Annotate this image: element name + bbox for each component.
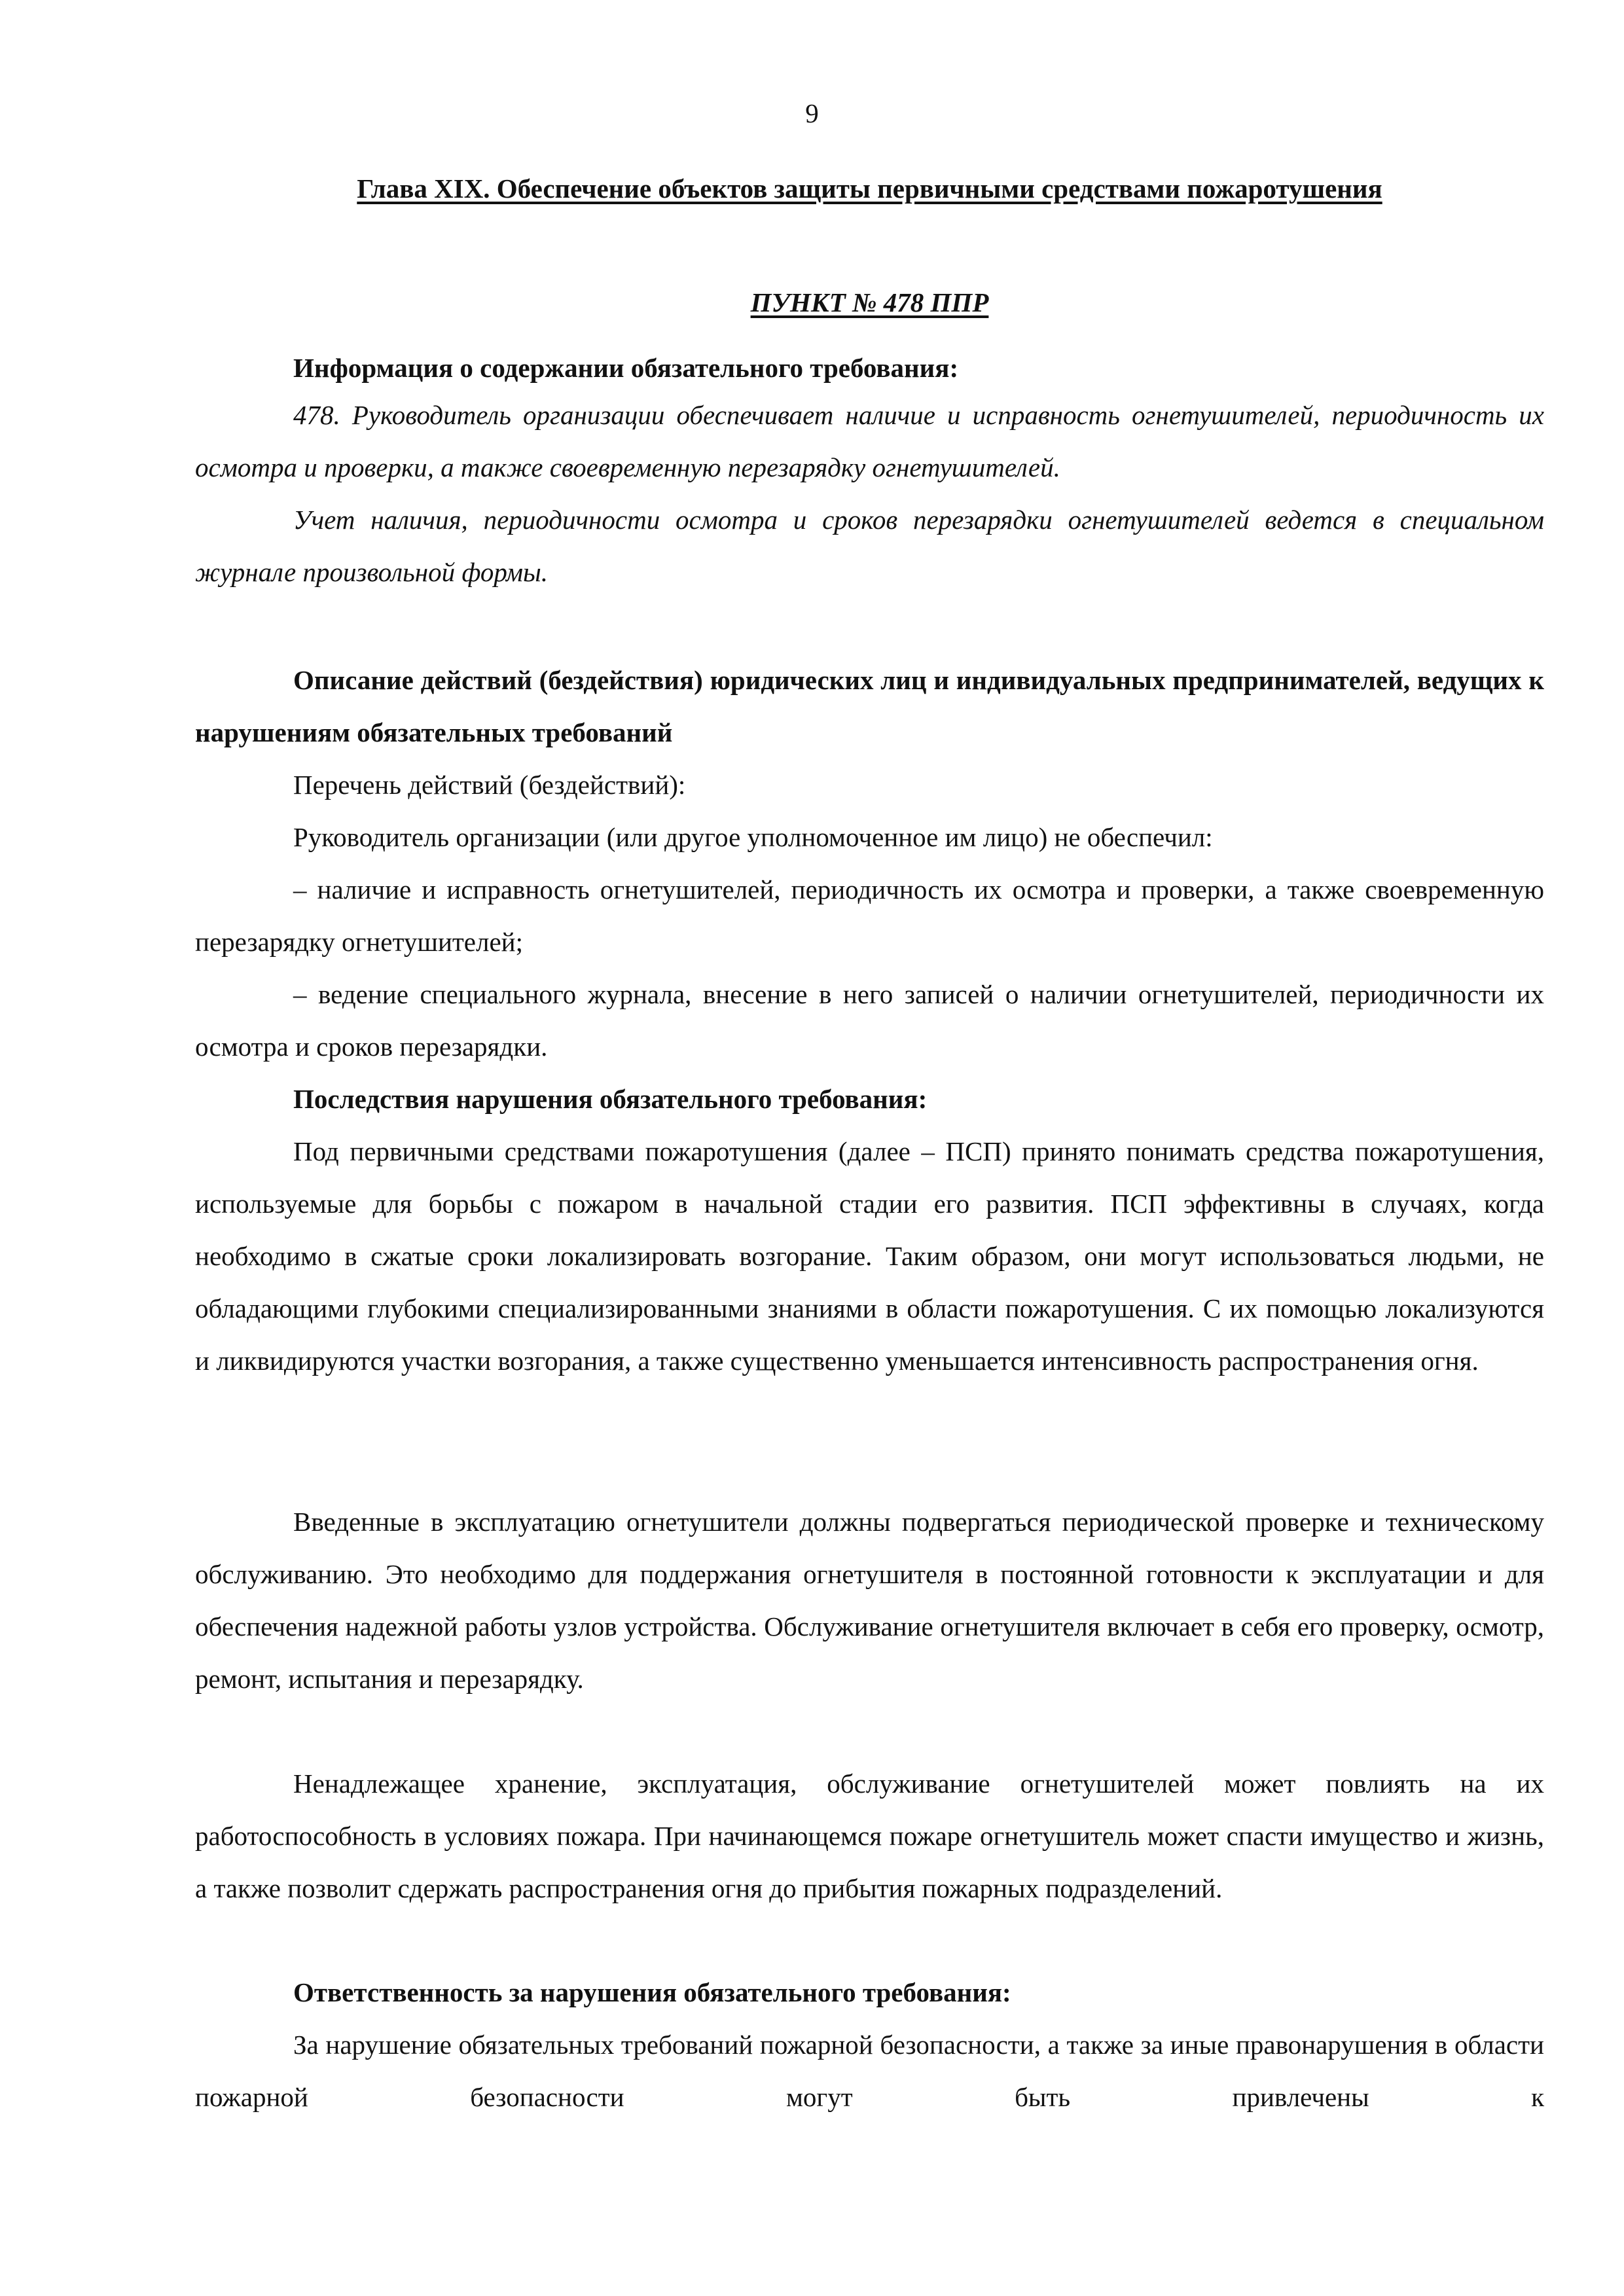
action-item-1: – наличие и исправность огнетушителей, периодичность их осмотра и проверки, а также своевременную перезарядку огнетушителей; xyxy=(195,874,1544,957)
requirement-paragraph-2: Учет наличия, периодичности осмотра и сроков перезарядки огнетушителей ведется в специальном журнале произвольной формы. xyxy=(195,505,1544,587)
consequences-paragraph-2: Введенные в эксплуатацию огнетушители должны подвергаться периодической проверке и техническому обслуживанию. Это необходимо для поддержания огнетушителя в постоянной готовности к эксплуатации и для обеспечения надежной работы узлов устройства. Обслуживание огнетушителя включает в себя его проверку, осмотр, ремонт, испытания и перезарядку. xyxy=(195,1507,1544,1694)
liability-heading: Ответственность за нарушения обязательного требования: xyxy=(293,1977,1011,2007)
info-heading: Информация о содержании обязательного требования: xyxy=(293,353,959,383)
requirement-paragraph-1: 478. Руководитель организации обеспечивает наличие и исправность огнетушителей, периодичность их осмотра и проверки, а также своевременную перезарядку огнетушителей. xyxy=(195,400,1544,482)
consequences-paragraph-3: Ненадлежащее хранение, эксплуатация, обслуживание огнетушителей может повлиять на их работоспособность в условиях пожара. При начинающемся пожаре огнетушитель может спасти имущество и жизнь, а также позволит сдержать распространения огня до прибытия пожарных подразделений. xyxy=(195,1768,1544,1903)
punkt-title: ПУНКТ № 478 ППР xyxy=(750,287,989,317)
consequences-heading: Последствия нарушения обязательного требования: xyxy=(293,1084,928,1114)
chapter-title: Глава XIX. Обеспечение объектов защиты первичными средствами пожаротушения xyxy=(357,173,1382,204)
actions-list-label: Перечень действий (бездействий): xyxy=(293,770,686,800)
page-number: 9 xyxy=(805,98,819,128)
liability-paragraph: За нарушение обязательных требований пожарной безопасности, а также за иные правонарушения в области пожарной безопасности могут быть привлечены к xyxy=(195,2030,1544,2112)
action-item-2: – ведение специального журнала, внесение в него записей о наличии огнетушителей, периодичности их осмотра и сроков перезарядки. xyxy=(195,979,1544,1062)
consequences-paragraph-1: Под первичными средствами пожаротушения (далее – ПСП) принято понимать средства пожаротушения, используемые для борьбы с пожаром в начальной стадии его развития. ПСП эффективны в случаях, когда необходимо в сжатые сроки локализировать возгорание. Таким образом, они могут использоваться людьми, не обладающими глубокими специализированными знаниями в области пожаротушения. С их помощью локализуются и ликвидируются участки возгорания, а также существенно уменьшается интенсивность распространения огня. xyxy=(195,1136,1544,1376)
description-heading: Описание действий (бездействия) юридических лиц и индивидуальных предпринимателей, ведущих к нарушениям обязательных требований xyxy=(195,665,1544,747)
actions-intro: Руководитель организации (или другое уполномоченное им лицо) не обеспечил: xyxy=(293,822,1213,852)
